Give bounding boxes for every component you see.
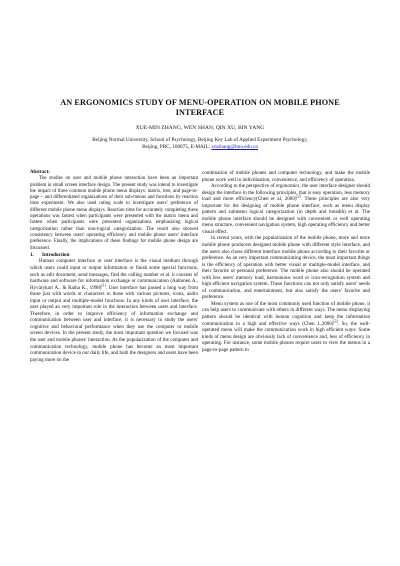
intro-p2-text-b: . These principles are also very important for the designing of mobile phone interface, such as menu display pattern and submenu logical categorization (in depth and breadth) et al. The mobile phone interface should be designed with convenient or well operating menu structure, convenient navigation system, high operating efficiency and better visual effect. — [202, 196, 370, 235]
intro-p1-text-b: . User interface has passed a long way from those just with words or characters to those with various pictures, icons, audio input or output and multiple-model functions. In any kinds of user interface, the user played an very important role in the interaction between users and interface. Therefore, in order to improve efficiency of information exchange and communication between user and interface, it is necessary to study the users' cognitive and behavioral performance when they use the computer or mobile screen devices. In the present study, the most important question we focused was the user and mobile phones' interaction. As the popularization of the computer and communication technology, mobile phone has become an most important communication device in our daily life, and both the designers and users have been paying more on the — [30, 284, 198, 363]
citation-1: [1] — [101, 282, 106, 287]
intro-paragraph-4 — [202, 301, 370, 353]
author-list: XUE-MIN ZHANG, WEN SHAN, QIN XU, BIN YANG — [135, 125, 265, 131]
citation-2: [2] — [296, 194, 301, 199]
affiliation-line-1: Beijing Normal University, School of Psychology, Beijing Key Lab of Applied Experiment Psychology, — [92, 137, 308, 143]
paper-title — [30, 98, 370, 118]
intro-paragraph-2 — [202, 183, 370, 235]
intro-p2-text-a: According to the perspective of ergonomics, the user interface designer should design the interface in the following principles, that is easy operation, less memory load and more efficiency(Chen et al, 2000) — [202, 183, 370, 203]
intro-paragraph-1 — [30, 258, 198, 363]
abstract-text: The studies on user and mobile phone interaction have been an important problem in small screen interface design. The present study was intend to investigate the impact of three common mobile phone menu displays: matrix, tree, and page-to-page – and differentiated organizations of their sub-menus and functions by reaction time experiment. We also used rating scale to investigate users' preference of different mobile phone menu displays. Reaction time for accurately completing these operations was fastest when participants were presented with the matrix menu and fastest when participants were presented organizations emphasizing logical categorization rather than non-logical categorization. The result also showed consistency between users' operating efficiency and mobile phone users' interface preference. Finally, the implications of these findings for mobile phone design are discussed. — [30, 176, 198, 251]
email-link[interactable]: xmzhang@bnu.edu.cn — [211, 144, 258, 151]
intro-p4-text-b: . So, the well-operated menu will make the communication work in high efficient ways: Some kinds of menu design are obviously lack of convenience and, less of efficiency in operating. For instance, some mobile phones require users to view the menus in a page-to-page pattern to — [202, 320, 370, 353]
section-number: 1. — [30, 251, 34, 258]
citation-3: [3] — [333, 318, 338, 323]
title-line-2: INTERFACE — [175, 108, 225, 117]
intro-p4-text-a: Menu system as one of the most commonly used function of mobile phone, it can help users to communicate with others in different ways. The menu displaying pattern should be identical with human cognition and keep the information communication in a high and effective ways (Chen J.,2000) — [202, 300, 370, 327]
abstract-label: Abstract: — [30, 170, 50, 175]
intro-paragraph-continued: combination of mobile phones and computer technology, and make the mobile phone work well in individuation, convenience, and efficiency of operation. — [202, 170, 370, 183]
left-column — [30, 170, 198, 363]
intro-paragraph-3: In recent years, with the popularization of the mobile phone, more and more mobile phone producers designed mobile phone with different style interface, and the users also chose different interface mobile phone according to their favorite or preference. As an very important communicating device, the most important things is the efficiency of operation with better visual or multiple-model interface, and their favorite or personal preference. The mobile phone also should be operated with less users' memory load, harmonious word or icon-recognition system and high efficient navigation system. These functions can not only satisfy users' needs of communication, and entertainment, but also satisfy the users' favorite and preference. — [202, 235, 370, 301]
affiliation-line-2 — [40, 144, 360, 151]
affiliation-prefix: Beijing, PRC, 100875, E-MAIL: — [142, 144, 212, 151]
section-title: Introduction — [42, 251, 70, 258]
intro-p1-text-a: Human computer interface or user interface is the visual medium through which users could input or output information or finish some special functions, such as edit document, send messages, find the calling number et al. it consists of hardware and software for information exchange or communication (Aaltonen A., Hyvärykari A., & Raiha K., 1998) — [30, 258, 198, 291]
affiliation — [40, 137, 360, 152]
title-line-1: AN ERGONOMICS STUDY OF MENU-OPERATION ON MOBILE PHONE — [60, 98, 340, 107]
right-column — [202, 170, 370, 353]
